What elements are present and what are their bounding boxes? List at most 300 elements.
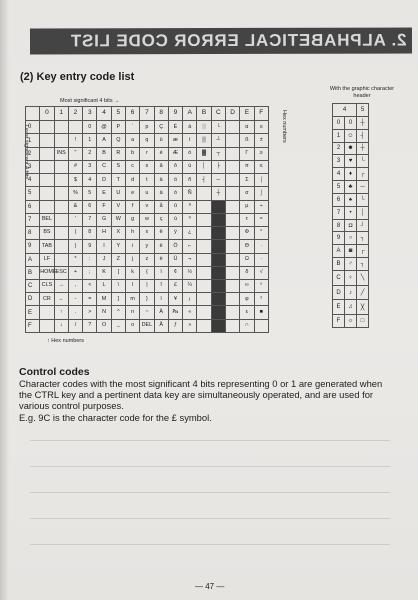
table-row xyxy=(26,253,269,266)
code-cell: ¡ xyxy=(183,293,197,306)
code-cell: , xyxy=(68,279,82,292)
code-cell: ∩ xyxy=(240,319,254,332)
graphic-glyph: ♥ xyxy=(345,155,357,168)
code-cell: ∙ xyxy=(254,240,269,253)
code-cell: [ xyxy=(111,266,125,279)
graphic-glyph: ☼ xyxy=(345,315,357,328)
code-cell: p xyxy=(140,121,154,134)
code-cell: Φ xyxy=(240,227,254,240)
code-cell: LF xyxy=(40,253,54,266)
code-cell xyxy=(225,174,239,187)
code-cell: 8 xyxy=(83,227,97,240)
code-cell: 2 xyxy=(83,147,97,160)
lsb-caption: Least significant 4 bits → xyxy=(23,125,29,187)
code-cell: └ xyxy=(211,121,225,134)
code-cell xyxy=(40,187,54,200)
side-row-label: 2 xyxy=(333,142,345,155)
code-cell xyxy=(197,213,211,226)
row-header: D xyxy=(26,293,40,306)
code-cell: { xyxy=(140,266,154,279)
row-header: F xyxy=(26,319,40,332)
graphic-character-table xyxy=(332,103,369,328)
code-cell: E xyxy=(97,187,111,200)
code-cell: B xyxy=(97,147,111,160)
graphic-glyph: ◙ xyxy=(345,245,357,258)
row-header: 9 xyxy=(26,240,40,253)
code-cell: = xyxy=(83,293,97,306)
code-cell: 7 xyxy=(83,213,97,226)
code-cell: X xyxy=(111,227,125,240)
side-row-label: B xyxy=(333,258,345,271)
code-cell: ; xyxy=(83,266,97,279)
code-cell: τ xyxy=(240,213,254,226)
code-cell xyxy=(54,213,68,226)
side-column-header: 4 xyxy=(333,104,357,117)
code-cell: ú xyxy=(183,160,197,173)
code-cell: 4 xyxy=(83,174,97,187)
code-cell: L xyxy=(97,279,111,292)
side-row xyxy=(333,193,369,206)
row-header: 4 xyxy=(26,174,40,187)
code-cell: Ç xyxy=(154,121,168,134)
code-cell: W xyxy=(111,213,125,226)
code-cell: ¥ xyxy=(168,293,182,306)
hex-numbers-vertical-caption: Hex numbers xyxy=(281,110,287,143)
code-cell: M xyxy=(97,293,111,306)
code-cell xyxy=(225,319,239,332)
code-cell: s xyxy=(140,160,154,173)
code-cell xyxy=(211,266,225,279)
code-cell: û xyxy=(168,200,182,213)
table-row xyxy=(26,213,269,226)
code-cell xyxy=(225,187,239,200)
code-cell: ÷ xyxy=(254,200,269,213)
code-cell: ≡ xyxy=(254,121,269,134)
graphic-glyph: ♫ xyxy=(345,300,357,315)
code-cell: ≈ xyxy=(254,213,269,226)
code-cell: J xyxy=(97,253,111,266)
code-cell: ⌠ xyxy=(254,174,269,187)
column-header: 3 xyxy=(83,107,97,121)
code-cell: HOME xyxy=(40,266,54,279)
code-cell: 3 xyxy=(83,160,97,173)
code-cell: T xyxy=(111,174,125,187)
code-cell xyxy=(40,319,54,332)
code-cell xyxy=(197,306,211,319)
code-cell xyxy=(225,306,239,319)
column-header: 1 xyxy=(54,107,68,121)
graphic-glyph: ♣ xyxy=(345,181,357,194)
code-cell: + xyxy=(68,266,82,279)
code-cell: U xyxy=(111,187,125,200)
code-cell: ( xyxy=(68,227,82,240)
code-cell xyxy=(54,134,68,147)
code-cell: ─ xyxy=(211,174,225,187)
table-row xyxy=(26,279,269,292)
graphic-glyph: ♪ xyxy=(345,285,357,300)
box-drawing-glyph: ┘ xyxy=(357,219,369,232)
side-row xyxy=(333,315,369,328)
code-cell xyxy=(211,213,225,226)
code-cell xyxy=(211,279,225,292)
code-cell xyxy=(211,306,225,319)
side-row xyxy=(333,129,369,142)
code-cell: º xyxy=(183,213,197,226)
bleed-through-line xyxy=(30,440,390,441)
column-header: E xyxy=(240,107,254,121)
code-cell: k xyxy=(125,266,139,279)
code-cell xyxy=(254,319,269,332)
msb-caption: Most significant 4 bits → xyxy=(60,98,120,104)
code-cell: 0 xyxy=(83,121,97,134)
code-cell xyxy=(225,147,239,160)
code-cell: P xyxy=(111,121,125,134)
code-cell: ½ xyxy=(183,266,197,279)
code-cell xyxy=(225,279,239,292)
table-row xyxy=(26,134,269,147)
code-cell: f xyxy=(125,200,139,213)
code-cell: \ xyxy=(111,279,125,292)
column-header: 0 xyxy=(40,107,54,121)
code-cell: ▓ xyxy=(197,147,211,160)
code-cell xyxy=(225,227,239,240)
box-drawing-glyph: ┐ xyxy=(357,258,369,271)
code-cell: à xyxy=(154,187,168,200)
code-cell: φ xyxy=(240,293,254,306)
code-cell: @ xyxy=(97,121,111,134)
code-cell xyxy=(211,319,225,332)
code-cell xyxy=(40,147,54,160)
code-cell: ƒ xyxy=(168,319,182,332)
table-row xyxy=(26,200,269,213)
code-cell: q xyxy=(140,134,154,147)
column-header: 6 xyxy=(125,107,139,121)
column-header: 5 xyxy=(111,107,125,121)
code-cell: $ xyxy=(68,174,82,187)
code-cell: ¼ xyxy=(183,279,197,292)
side-row-label: C xyxy=(333,270,345,285)
page-edge-shadow xyxy=(0,0,9,600)
code-cell: ë xyxy=(154,240,168,253)
code-cell xyxy=(197,279,211,292)
code-cell: ¿ xyxy=(183,227,197,240)
code-cell: ° xyxy=(254,227,269,240)
code-cell xyxy=(40,134,54,147)
row-header: B xyxy=(26,266,40,279)
side-row-label: 3 xyxy=(333,155,345,168)
code-cell: í xyxy=(183,134,197,147)
code-cell: ñ xyxy=(183,174,197,187)
code-cell: ┤ xyxy=(197,174,211,187)
code-cell: σ xyxy=(240,187,254,200)
code-cell: ! xyxy=(68,134,82,147)
code-cell xyxy=(54,187,68,200)
row-header: 2 xyxy=(26,147,40,160)
code-cell xyxy=(211,253,225,266)
table-row xyxy=(26,240,269,253)
side-row xyxy=(333,116,369,129)
code-cell: ┴ xyxy=(211,134,225,147)
section-title: (2) Key entry code list xyxy=(20,71,135,83)
code-cell: æ xyxy=(168,134,182,147)
key-entry-code-table xyxy=(25,106,269,333)
code-cell: w xyxy=(140,213,154,226)
code-cell: ù xyxy=(168,213,182,226)
code-cell: ± xyxy=(254,134,269,147)
code-cell: → xyxy=(54,279,68,292)
table-row xyxy=(26,293,269,306)
code-cell: TAB xyxy=(40,240,54,253)
code-cell: S xyxy=(111,160,125,173)
side-row-label: 5 xyxy=(333,181,345,194)
side-row xyxy=(333,219,369,232)
code-cell: Y xyxy=(111,240,125,253)
code-cell: Γ xyxy=(240,147,254,160)
code-cell: ← xyxy=(54,293,68,306)
code-cell: ç xyxy=(154,213,168,226)
code-cell: C xyxy=(97,160,111,173)
graphic-glyph: ☺ xyxy=(345,129,357,142)
table-row xyxy=(26,121,269,134)
code-cell: ª xyxy=(183,200,197,213)
table-row xyxy=(26,174,269,187)
side-row xyxy=(333,270,369,285)
column-header: C xyxy=(211,107,225,121)
code-cell: è xyxy=(154,253,168,266)
side-row-label: A xyxy=(333,245,345,258)
bleed-through-line xyxy=(30,544,390,545)
code-cell xyxy=(197,253,211,266)
code-cell: h xyxy=(125,227,139,240)
code-cell: ∞ xyxy=(240,279,254,292)
code-cell: K xyxy=(97,266,111,279)
code-cell: é xyxy=(154,147,168,160)
code-cell: _ xyxy=(111,319,125,332)
code-cell: « xyxy=(183,306,197,319)
graphic-glyph: ♀ xyxy=(345,270,357,285)
code-cell: H xyxy=(97,227,111,240)
code-cell: INS xyxy=(54,147,68,160)
side-row xyxy=(333,168,369,181)
code-cell: ┼ xyxy=(211,187,225,200)
code-cell: α xyxy=(240,121,254,134)
code-cell xyxy=(54,200,68,213)
code-cell: m xyxy=(125,293,139,306)
code-cell: Ä xyxy=(154,306,168,319)
code-cell: ⁿ xyxy=(254,279,269,292)
column-header: 9 xyxy=(168,107,182,121)
code-cell xyxy=(54,121,68,134)
side-row xyxy=(333,245,369,258)
side-row-label: F xyxy=(333,315,345,328)
code-cell xyxy=(211,293,225,306)
side-row xyxy=(333,155,369,168)
code-cell: î xyxy=(154,279,168,292)
graphic-glyph: ○ xyxy=(345,232,357,245)
column-header: 7 xyxy=(140,107,154,121)
box-drawing-glyph: │ xyxy=(357,206,369,219)
row-header: 6 xyxy=(26,200,40,213)
code-cell: % xyxy=(68,187,82,200)
code-cell: } xyxy=(140,293,154,306)
column-header: F xyxy=(254,107,269,121)
code-cell: ? xyxy=(83,319,97,332)
code-cell: 1 xyxy=(83,134,97,147)
code-cell: ┬ xyxy=(211,147,225,160)
code-cell: F xyxy=(97,200,111,213)
code-cell: : xyxy=(83,253,97,266)
control-codes-example: E.g. 9C is the character code for the £ symbol. xyxy=(19,411,212,423)
code-cell: Ü xyxy=(168,253,182,266)
box-drawing-glyph: □ xyxy=(357,315,369,328)
table-row xyxy=(26,160,269,173)
code-cell: » xyxy=(183,319,197,332)
section-header-bar xyxy=(30,28,412,55)
row-header: 0 xyxy=(26,121,40,134)
code-cell: Q xyxy=(111,134,125,147)
code-cell xyxy=(40,174,54,187)
code-cell: g xyxy=(125,213,139,226)
code-cell: ¢ xyxy=(168,266,182,279)
bleed-through-line xyxy=(30,466,390,467)
table-row xyxy=(26,147,269,160)
code-cell xyxy=(54,174,68,187)
code-cell: ^ xyxy=(111,306,125,319)
column-header xyxy=(26,107,40,121)
code-cell: · xyxy=(254,253,269,266)
code-cell: ) xyxy=(68,240,82,253)
code-cell: R xyxy=(111,147,125,160)
table-row xyxy=(26,266,269,279)
graphic-glyph: ♠ xyxy=(345,193,357,206)
code-cell: │ xyxy=(197,160,211,173)
side-row xyxy=(333,206,369,219)
code-cell: I xyxy=(97,240,111,253)
code-cell: ¬ xyxy=(183,253,197,266)
code-cell xyxy=(211,227,225,240)
code-cell: ▒ xyxy=(197,134,211,147)
code-cell: Ω xyxy=(240,253,254,266)
code-cell xyxy=(225,253,239,266)
table-row xyxy=(26,319,269,332)
code-cell: a xyxy=(125,134,139,147)
code-cell: < xyxy=(83,279,97,292)
table-row xyxy=(26,187,269,200)
code-cell xyxy=(197,200,211,213)
row-header: 3 xyxy=(26,160,40,173)
side-row xyxy=(333,285,369,300)
page-number: — 47 — xyxy=(195,582,225,591)
code-cell: * xyxy=(68,253,82,266)
code-cell xyxy=(197,227,211,240)
code-cell: ê xyxy=(154,227,168,240)
control-codes-paragraph: Character codes with the most significant 4 bits representing 0 or 1 are generated when the CTRL key and a pertinent data key are simultaneously operated, and are used for various control purposes. xyxy=(19,378,383,412)
code-cell: ó xyxy=(183,147,197,160)
box-drawing-glyph: ┤ xyxy=(357,129,369,142)
code-cell: δ xyxy=(240,266,254,279)
code-cell: CR xyxy=(40,293,54,306)
code-cell: ô xyxy=(168,160,182,173)
column-header: D xyxy=(225,107,239,121)
code-cell: & xyxy=(68,200,82,213)
code-cell: G xyxy=(97,213,111,226)
code-cell: c xyxy=(125,160,139,173)
box-drawing-glyph: ╳ xyxy=(357,300,369,315)
code-cell xyxy=(54,160,68,173)
code-cell: ↓ xyxy=(54,319,68,332)
control-codes-body xyxy=(19,378,394,423)
side-header-row xyxy=(333,104,369,117)
code-cell: 6 xyxy=(83,200,97,213)
side-row-label: E xyxy=(333,300,345,315)
code-cell xyxy=(225,200,239,213)
code-cell: √ xyxy=(254,266,269,279)
code-cell xyxy=(197,266,211,279)
row-header: 8 xyxy=(26,227,40,240)
code-cell: ö xyxy=(168,174,182,187)
code-cell: 9 xyxy=(83,240,97,253)
code-cell: Ö xyxy=(168,240,182,253)
code-cell: Ñ xyxy=(183,187,197,200)
side-row xyxy=(333,258,369,271)
code-cell xyxy=(225,213,239,226)
side-row-label: 8 xyxy=(333,219,345,232)
code-cell: o xyxy=(125,319,139,332)
code-cell: V xyxy=(111,200,125,213)
code-cell xyxy=(225,121,239,134)
side-row-label: 7 xyxy=(333,206,345,219)
code-cell: BEL xyxy=(40,213,54,226)
code-cell: ⌡ xyxy=(254,187,269,200)
graphic-glyph: 0 xyxy=(345,116,357,129)
code-cell: ï xyxy=(154,266,168,279)
code-cell: £ xyxy=(168,279,182,292)
code-cell: ` xyxy=(125,121,139,134)
code-cell: ß xyxy=(240,134,254,147)
code-cell xyxy=(197,240,211,253)
side-row xyxy=(333,181,369,194)
bleed-through-line xyxy=(30,492,390,493)
code-cell: ↑ xyxy=(54,306,68,319)
side-row-label: 4 xyxy=(333,168,345,181)
code-cell: ÿ xyxy=(168,227,182,240)
box-drawing-glyph: ─ xyxy=(357,181,369,194)
code-cell: DEL xyxy=(140,319,154,332)
code-cell: ü xyxy=(154,134,168,147)
code-cell xyxy=(225,134,239,147)
table-row xyxy=(26,306,269,319)
code-cell: O xyxy=(97,319,111,332)
code-cell xyxy=(40,160,54,173)
code-cell: l xyxy=(125,279,139,292)
code-cell: # xyxy=(68,160,82,173)
row-header: 5 xyxy=(26,187,40,200)
code-cell xyxy=(54,227,68,240)
code-cell: ä xyxy=(154,174,168,187)
box-drawing-glyph: ┌ xyxy=(357,168,369,181)
code-cell: Z xyxy=(111,253,125,266)
side-row xyxy=(333,142,369,155)
code-cell: t xyxy=(140,174,154,187)
code-cell: ₧ xyxy=(168,306,182,319)
side-row-label: D xyxy=(333,285,345,300)
code-cell: ~ xyxy=(140,306,154,319)
row-header: C xyxy=(26,279,40,292)
code-cell: å xyxy=(154,200,168,213)
code-cell: CLS xyxy=(40,279,54,292)
table-header-row xyxy=(26,107,269,121)
code-cell xyxy=(40,121,54,134)
